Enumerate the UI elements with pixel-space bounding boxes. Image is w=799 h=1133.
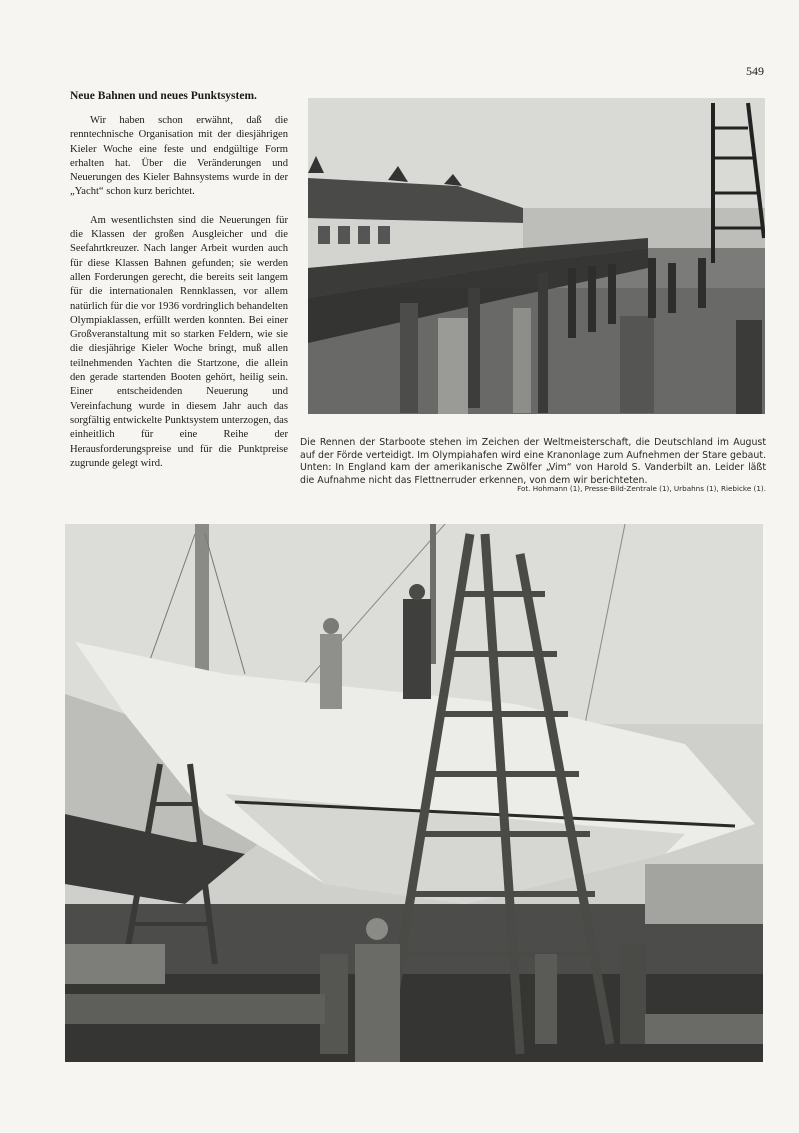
article-paragraph: Am wesentlichsten sind die Neuerungen für die Klassen der großen Ausgleicher und die Seefahrtkreuzer. Nach langer Arbeit wurden auch für diese Klassen Bahnen gefunden; sie werden allen Forderungen gerecht, die bereits seit langem für die internationalen Rennklassen, vor allem natürlich für die vor 1936 vordringlich behandelten Olympiaklassen, erfüllt werden konnten. Bei einer Großveranstaltung mit so starken Feldern, wie sie die diesjährige Kieler Woche bringt, muß allen teilnehmenden Yachten die Startzone, die allein den gerade startenden Booten gehört, heilig sein. Einer entscheidenden Neuerung und Vereinfachung wurde in diesem Jahr auch das sorgfältig entwickelte Punktsystem unterzogen, das einheitlich für eine Reihe der Herausforderungspreise und für die Punktpreise zugrunde gelegt wird. [70,214,288,469]
article [70,90,288,485]
page-number: 549 [746,64,764,78]
photo-credits: Fot. Hohmann (1), Presse-Bild-Zentrale (1), Urbahns (1), Riebicke (1). [517,484,766,493]
harbor-pier-photo [308,98,765,414]
yacht-hull-photo [65,524,763,1062]
photo-caption: Die Rennen der Starboote stehen im Zeichen der Weltmeisterschaft, die Deutschland im August auf der Förde verteidigt. Im Olympiahafen wird eine Kranonlage zum Aufnehmen der Stare gebaut. Unten: In England kam der amerikanische Zwölfer „Vim“ von Harold S. Vanderbilt an. Leider läßt die Aufnahme nicht das Flettnerruder erkennen, von dem wir berichteten. [300,437,766,486]
article-heading: Neue Bahnen und neues Punktsystem. [70,90,257,102]
article-paragraph: Wir haben schon erwähnt, daß die renntechnische Organisation mit der diesjährigen Kieler Woche eine feste und endgültige Form erhalten hat. Über die Veränderungen und Neuerungen des Kieler Bahnsystems wurde in der „Yacht“ schon kurz berichtet. [70,115,288,198]
